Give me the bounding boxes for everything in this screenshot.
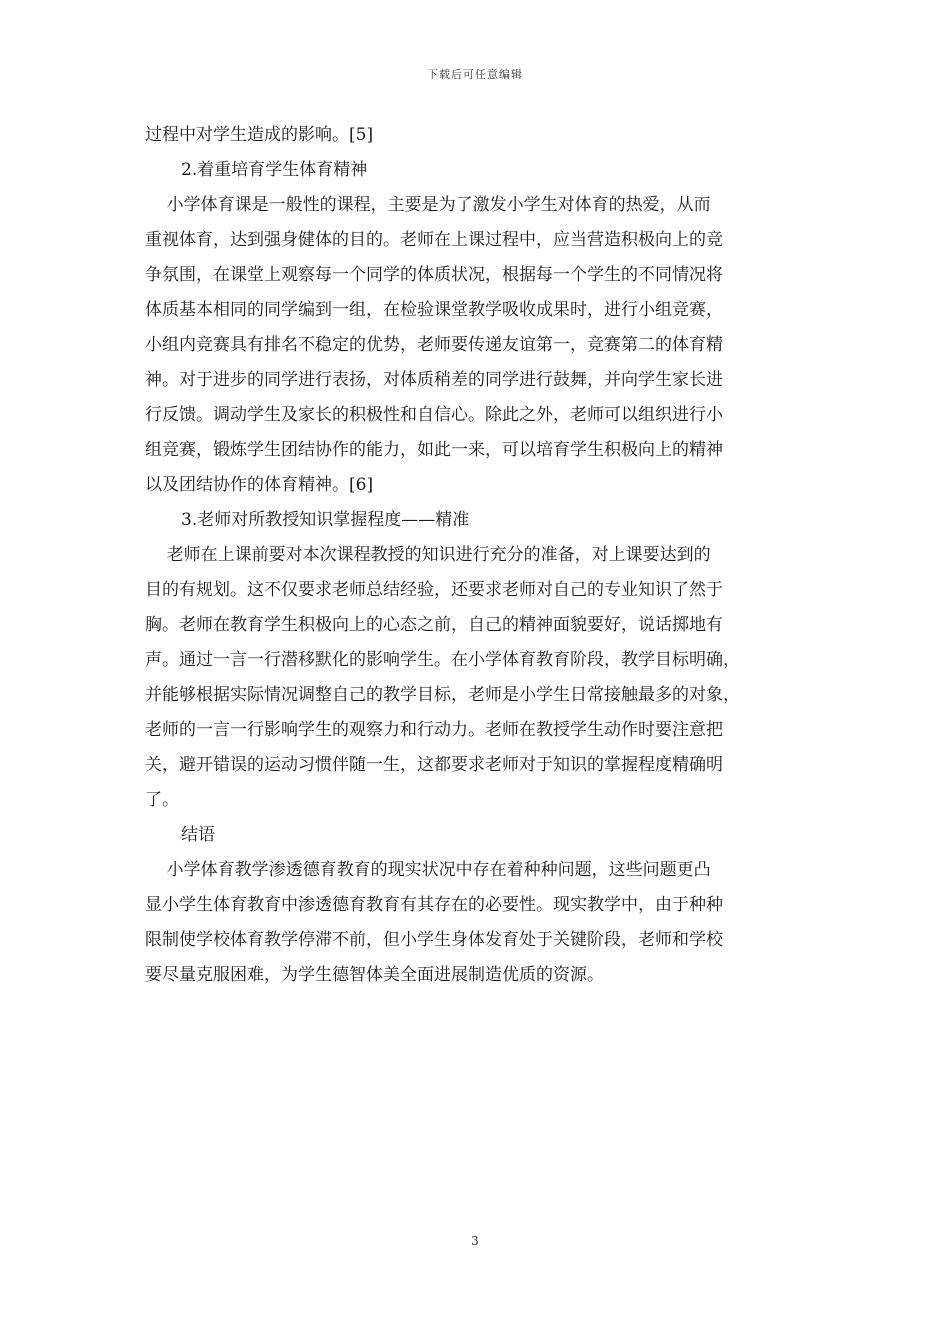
document-body — [145, 118, 807, 993]
text-line: 并能够根据实际情况调整自己的教学目标，老师是小学生日常接触最多的对象， — [145, 685, 740, 705]
text-line: 小学体育教学渗透德育教育的现实状况中存在着种种问题，这些问题更凸 — [145, 860, 711, 880]
text-line: 神。对于进步的同学进行表扬，对体质稍差的同学进行鼓舞，并向学生家长进 — [145, 370, 723, 390]
text-line: 小学体育课是一般性的课程，主要是为了激发小学生对体育的热爱，从而 — [145, 195, 711, 215]
text-line: 体质基本相同的同学编到一组，在检验课堂教学吸收成果时，进行小组竞赛， — [145, 300, 723, 320]
section-heading: 结语 — [181, 825, 215, 845]
text-line: 了。 — [145, 790, 179, 810]
text-line: 老师在上课前要对本次课程教授的知识进行充分的准备，对上课要达到的 — [145, 545, 711, 565]
text-line: 胸。老师在教育学生积极向上的心态之前，自己的精神面貌要好，说话掷地有 — [145, 615, 723, 635]
page-header: 下载后可任意编辑 — [427, 68, 523, 81]
text-line: 组竞赛，锻炼学生团结协作的能力，如此一来，可以培育学生积极向上的精神 — [145, 440, 723, 460]
text-line: 以及团结协作的体育精神。[6] — [145, 475, 374, 495]
text-line: 老师的一言一行影响学生的观察力和行动力。老师在教授学生动作时要注意把 — [145, 720, 723, 740]
text-line: 重视体育，达到强身健体的目的。老师在上课过程中，应当营造积极向上的竞 — [145, 230, 723, 250]
text-line: 限制使学校体育教学停滞不前，但小学生身体发育处于关键阶段，老师和学校 — [145, 930, 723, 950]
text-line: 小组内竞赛具有排名不稳定的优势，老师要传递友谊第一，竞赛第二的体育精 — [145, 335, 723, 355]
text-line: 要尽量克服困难，为学生德智体美全面进展制造优质的资源。 — [145, 965, 604, 985]
text-line: 行反馈。调动学生及家长的积极性和自信心。除此之外，老师可以组织进行小 — [145, 405, 723, 425]
text-line: 显小学生体育教育中渗透德育教育有其存在的必要性。现实教学中，由于种种 — [145, 895, 723, 915]
section-heading: 2.着重培育学生体育精神 — [181, 160, 368, 180]
text-line: 关，避开错误的运动习惯伴随一生，这都要求老师对于知识的掌握程度精确明 — [145, 755, 723, 775]
text-line: 目的有规划。这不仅要求老师总结经验，还要求老师对自己的专业知识了然于 — [145, 580, 723, 600]
page-number: 3 — [471, 1234, 479, 1248]
section-heading: 3.老师对所教授知识掌握程度——精准 — [181, 510, 470, 530]
text-line: 声。通过一言一行潜移默化的影响学生。在小学体育教育阶段，教学目标明确， — [145, 650, 740, 670]
text-line: 争氛围，在课堂上观察每一个同学的体质状况，根据每一个学生的不同情况将 — [145, 265, 723, 285]
text-line: 过程中对学生造成的影响。[5] — [145, 125, 374, 145]
